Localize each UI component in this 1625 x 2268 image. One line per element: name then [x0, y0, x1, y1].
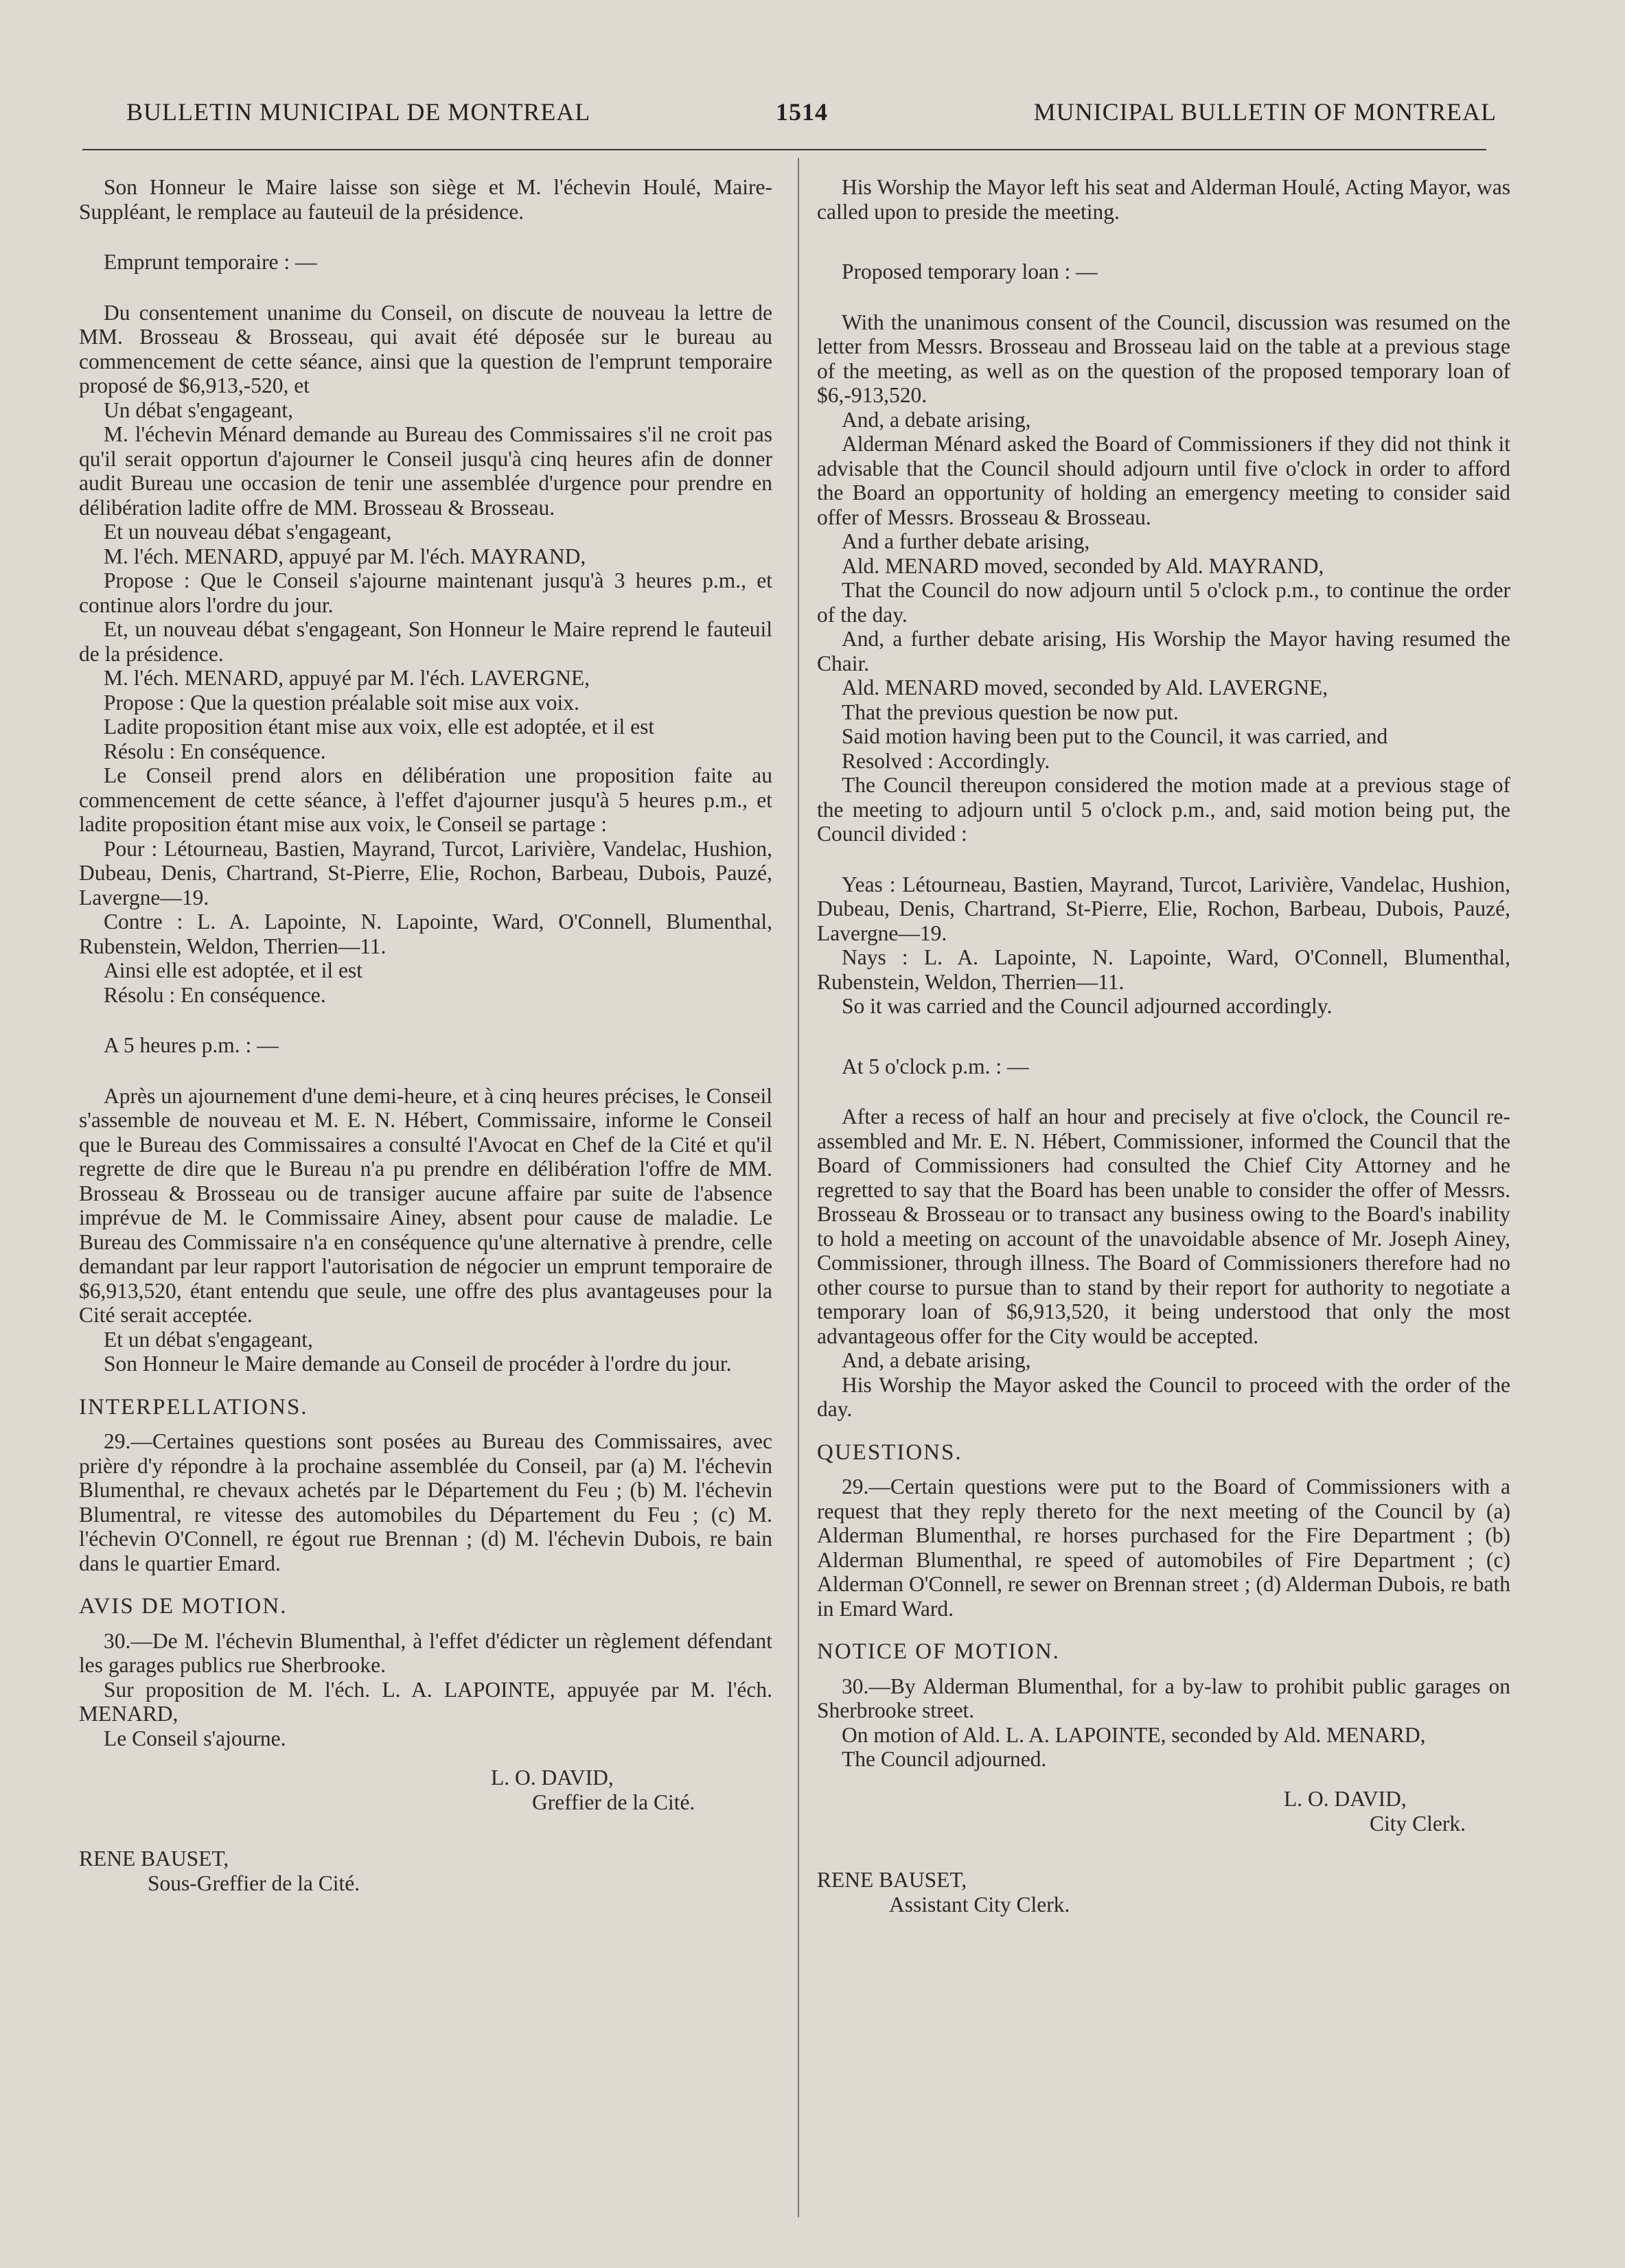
- paragraph: Sur proposition de M. l'éch. L. A. LAPOINTE, appuyée par M. l'éch. MENARD,: [79, 1677, 772, 1726]
- paragraph: And, a debate arising,: [842, 1348, 1031, 1372]
- paragraph: M. l'éch. MENARD, appuyé par M. l'éch. MAYRAND,: [104, 544, 586, 568]
- header-right-title: MUNICIPAL BULLETIN OF MONTREAL: [1033, 98, 1497, 126]
- paragraph: Resolved : Accordingly.: [842, 748, 1050, 773]
- paragraph: A 5 heures p.m. : —: [104, 1033, 279, 1057]
- paragraph: That the previous question be now put.: [842, 699, 1179, 724]
- paragraph: Propose : Que la question préalable soit mise aux voix.: [104, 690, 579, 715]
- paragraph: With the unanimous consent of the Council, discussion was resumed on the letter from Messrs. Brosseau and Brosseau laid on the table at a previous stage of the meeting, as well as on the question of the proposed temporary loan of $6,-913,520.: [817, 310, 1510, 407]
- paragraph: Ald. MENARD moved, seconded by Ald. MAYRAND,: [842, 553, 1324, 578]
- paragraph: Yeas : Létourneau, Bastien, Mayrand, Turcot, Larivière, Vandelac, Hushion, Dubeau, Denis, Chartrand, St-Pierre, Elie, Rochon, Barbeau, Dubois, Pauzé, Lavergne—19.: [817, 872, 1510, 945]
- paragraph: At 5 o'clock p.m. : —: [842, 1054, 1029, 1078]
- paragraph: Résolu : En conséquence.: [104, 982, 326, 1007]
- signature-name-assistant: RENE BAUSET,: [817, 1867, 967, 1892]
- paragraph: Du consentement unanime du Conseil, on discute de nouveau la lettre de MM. Brosseau & Brosseau, qui avait été déposée sur le bureau au commencement de cette séance, ainsi que la question de l'emprunt temporaire proposé de $6,913,-520, et: [79, 300, 772, 397]
- signature-block: [817, 1786, 1510, 1917]
- paragraph: And, a further debate arising, His Worship the Mayor having resumed the Chair.: [817, 627, 1510, 675]
- paragraph: Emprunt temporaire : —: [104, 250, 317, 274]
- signature-title: Greffier de la Cité.: [532, 1790, 695, 1814]
- paragraph: And, a debate arising,: [842, 407, 1031, 432]
- section-heading-interpellations: INTERPELLATIONS.: [79, 1394, 308, 1420]
- paragraph: 30.—By Alderman Blumenthal, for a by-law to prohibit public garages on Sherbrooke street.: [817, 1674, 1510, 1722]
- paragraph: And a further debate arising,: [842, 529, 1090, 553]
- signature-name: L. O. DAVID,: [491, 1766, 614, 1790]
- paragraph: Et un nouveau débat s'engageant,: [104, 520, 392, 544]
- signature-title: City Clerk.: [1370, 1811, 1466, 1836]
- paragraph: Et, un nouveau débat s'engageant, Son Honneur le Maire reprend le fauteuil de la présidence.: [79, 617, 772, 666]
- signature-block: [79, 1766, 772, 1895]
- column-divider: [798, 158, 799, 2217]
- paragraph: His Worship the Mayor asked the Council to proceed with the order of the day.: [817, 1372, 1510, 1421]
- paragraph: His Worship the Mayor left his seat and Alderman Houlé, Acting Mayor, was called upon to preside the meeting.: [817, 175, 1510, 224]
- section-heading-questions: QUESTIONS.: [817, 1439, 963, 1465]
- paragraph: 30.—De M. l'échevin Blumenthal, à l'effet d'édicter un règlement défendant les garages publics rue Sherbrooke.: [79, 1628, 772, 1677]
- paragraph: 29.—Certaines questions sont posées au Bureau des Commissaires, avec prière d'y répondre à la prochaine assemblée du Conseil, par (a) M. l'échevin Blumenthal, re chevaux achetés par le Département du Feu ; (b) M. l'échevin Blumentral, re vitesse des automobiles du Département du Feu ; (c) M. l'échevin O'Connell, re égout rue Brennan ; (d) M. l'échevin Dubois, re bain dans le quartier Emard.: [79, 1429, 772, 1575]
- paragraph: Alderman Ménard asked the Board of Commissioners if they did not think it advisable that the Council should adjourn until five o'clock in order to afford the Board an opportunity of holding an emergency meeting to consider said offer of Messrs. Brosseau & Brosseau.: [817, 432, 1510, 529]
- section-heading-avis-de-motion: AVIS DE MOTION.: [79, 1594, 288, 1619]
- paragraph: M. l'éch. MENARD, appuyé par M. l'éch. LAVERGNE,: [104, 666, 590, 690]
- paragraph: Son Honneur le Maire laisse son siège et M. l'échevin Houlé, Maire-Suppléant, le remplace au fauteuil de la présidence.: [79, 175, 772, 224]
- paragraph: Pour : Létourneau, Bastien, Mayrand, Turcot, Larivière, Vandelac, Hushion, Dubeau, Denis, Chartrand, St-Pierre, Elie, Rochon, Barbeau, Dubois, Pauzé, Lavergne—19.: [79, 836, 772, 910]
- signature-name: L. O. DAVID,: [1284, 1786, 1407, 1811]
- paragraph: Nays : L. A. Lapointe, N. Lapointe, Ward, O'Connell, Blumenthal, Rubenstein, Weldon, Therrien—11.: [817, 945, 1510, 994]
- paragraph: Propose : Que le Conseil s'ajourne maintenant jusqu'à 3 heures p.m., et continue alors l'ordre du jour.: [79, 568, 772, 617]
- header-rule: [82, 149, 1486, 150]
- english-column: [817, 175, 1510, 1917]
- paragraph: Un débat s'engageant,: [104, 397, 293, 422]
- paragraph: Le Conseil s'ajourne.: [104, 1726, 286, 1750]
- paragraph: After a recess of half an hour and precisely at five o'clock, the Council re-assembled and Mr. E. N. Hébert, Commissioner, informed the Council that the Board of Commissioners had consulted the Chief City Attorney and he regretted to say that the Board has been unable to consider the offer of Messrs. Brosseau & Brosseau or to transact any business owing to the Board's inability to hold a meeting on account of the unavoidable absence of Mr. Joseph Ainey, Commissioner, through illness. The Board of Commissioners therefore had no other course to pursue than to stand by their report for authority to negotiate a temporary loan of $6,913,520, it being understood that only the most advantageous offer for the City would be accepted.: [817, 1104, 1510, 1348]
- paragraph: Ladite proposition étant mise aux voix, elle est adoptée, et il est: [104, 715, 655, 739]
- paragraph: The Council thereupon considered the motion made at a previous stage of the meeting to adjourn until 5 o'clock p.m., and, said motion being put, the Council divided :: [817, 773, 1510, 846]
- paragraph: Résolu : En conséquence.: [104, 739, 326, 763]
- paragraph: Ainsi elle est adoptée, et il est: [104, 958, 363, 982]
- french-column: [79, 175, 772, 1895]
- paragraph: Son Honneur le Maire demande au Conseil de procéder à l'ordre du jour.: [104, 1352, 732, 1376]
- paragraph: 29.—Certain questions were put to the Board of Commissioners with a request that they reply thereto for the next meeting of the Council by (a) Alderman Blumenthal, re horses purchased for the Fire Department ; (b) Alderman Blumenthal, re speed of automobiles of Fire Department ; (c) Alderman O'Connell, re sewer on Brennan street ; (d) Alderman Dubois, re bath in Emard Ward.: [817, 1474, 1510, 1621]
- paragraph: The Council adjourned.: [842, 1747, 1047, 1771]
- paragraph: M. l'échevin Ménard demande au Bureau des Commissaires s'il ne croit pas qu'il serait opportun d'ajourner le Conseil jusqu'à cinq heures afin de donner audit Bureau une occasion de tenir une assemblée d'urgence pour prendre en délibération ladite offre de MM. Brosseau & Brosseau.: [79, 422, 772, 520]
- paragraph: Said motion having been put to the Council, it was carried, and: [842, 724, 1388, 748]
- paragraph: That the Council do now adjourn until 5 o'clock p.m., to continue the order of the day.: [817, 578, 1510, 627]
- signature-title-assistant: Sous-Greffier de la Cité.: [148, 1871, 360, 1895]
- paragraph: So it was carried and the Council adjourned accordingly.: [842, 994, 1333, 1018]
- paragraph: Le Conseil prend alors en délibération une proposition faite au commencement de cette séance, à l'effet d'ajourner jusqu'à 5 heures p.m., et ladite proposition étant mise aux voix, le Conseil se partage :: [79, 763, 772, 836]
- paragraph: Après un ajournement d'une demi-heure, et à cinq heures précises, le Conseil s'assemble de nouveau et M. E. N. Hébert, Commissaire, informe le Conseil que le Bureau des Commissaires a consulté l'Avocat en Chef de la Cité et qu'il regrette de dire que le Bureau n'a pu prendre en délibération l'offre de MM. Brosseau & Brosseau ou de transiger aucune affaire par suite de l'absence imprévue de M. le Commissaire Ainey, absent pour cause de maladie. Le Bureau des Commissaire n'a en conséquence qu'une alternative à prendre, celle demandant par leur rapport l'autorisation de négocier un emprunt temporaire de $6,913,520, étant entendu que seule, une offre des plus avantageuses pour la Cité serait acceptée.: [79, 1083, 772, 1327]
- header-left-title: BULLETIN MUNICIPAL DE MONTREAL: [126, 98, 591, 126]
- signature-name-assistant: RENE BAUSET,: [79, 1847, 229, 1871]
- paragraph: Proposed temporary loan : —: [842, 259, 1098, 284]
- section-heading-notice-of-motion: NOTICE OF MOTION.: [817, 1639, 1060, 1664]
- paragraph: Ald. MENARD moved, seconded by Ald. LAVERGNE,: [842, 675, 1328, 699]
- signature-title-assistant: Assistant City Clerk.: [889, 1892, 1070, 1917]
- paragraph: On motion of Ald. L. A. LAPOINTE, seconded by Ald. MENARD,: [842, 1722, 1426, 1747]
- page-header: [82, 88, 1497, 129]
- page-number: 1514: [776, 98, 828, 126]
- paragraph: Contre : L. A. Lapointe, N. Lapointe, Ward, O'Connell, Blumenthal, Rubenstein, Weldon, Therrien—11.: [79, 910, 772, 958]
- paragraph: Et un débat s'engageant,: [104, 1327, 313, 1352]
